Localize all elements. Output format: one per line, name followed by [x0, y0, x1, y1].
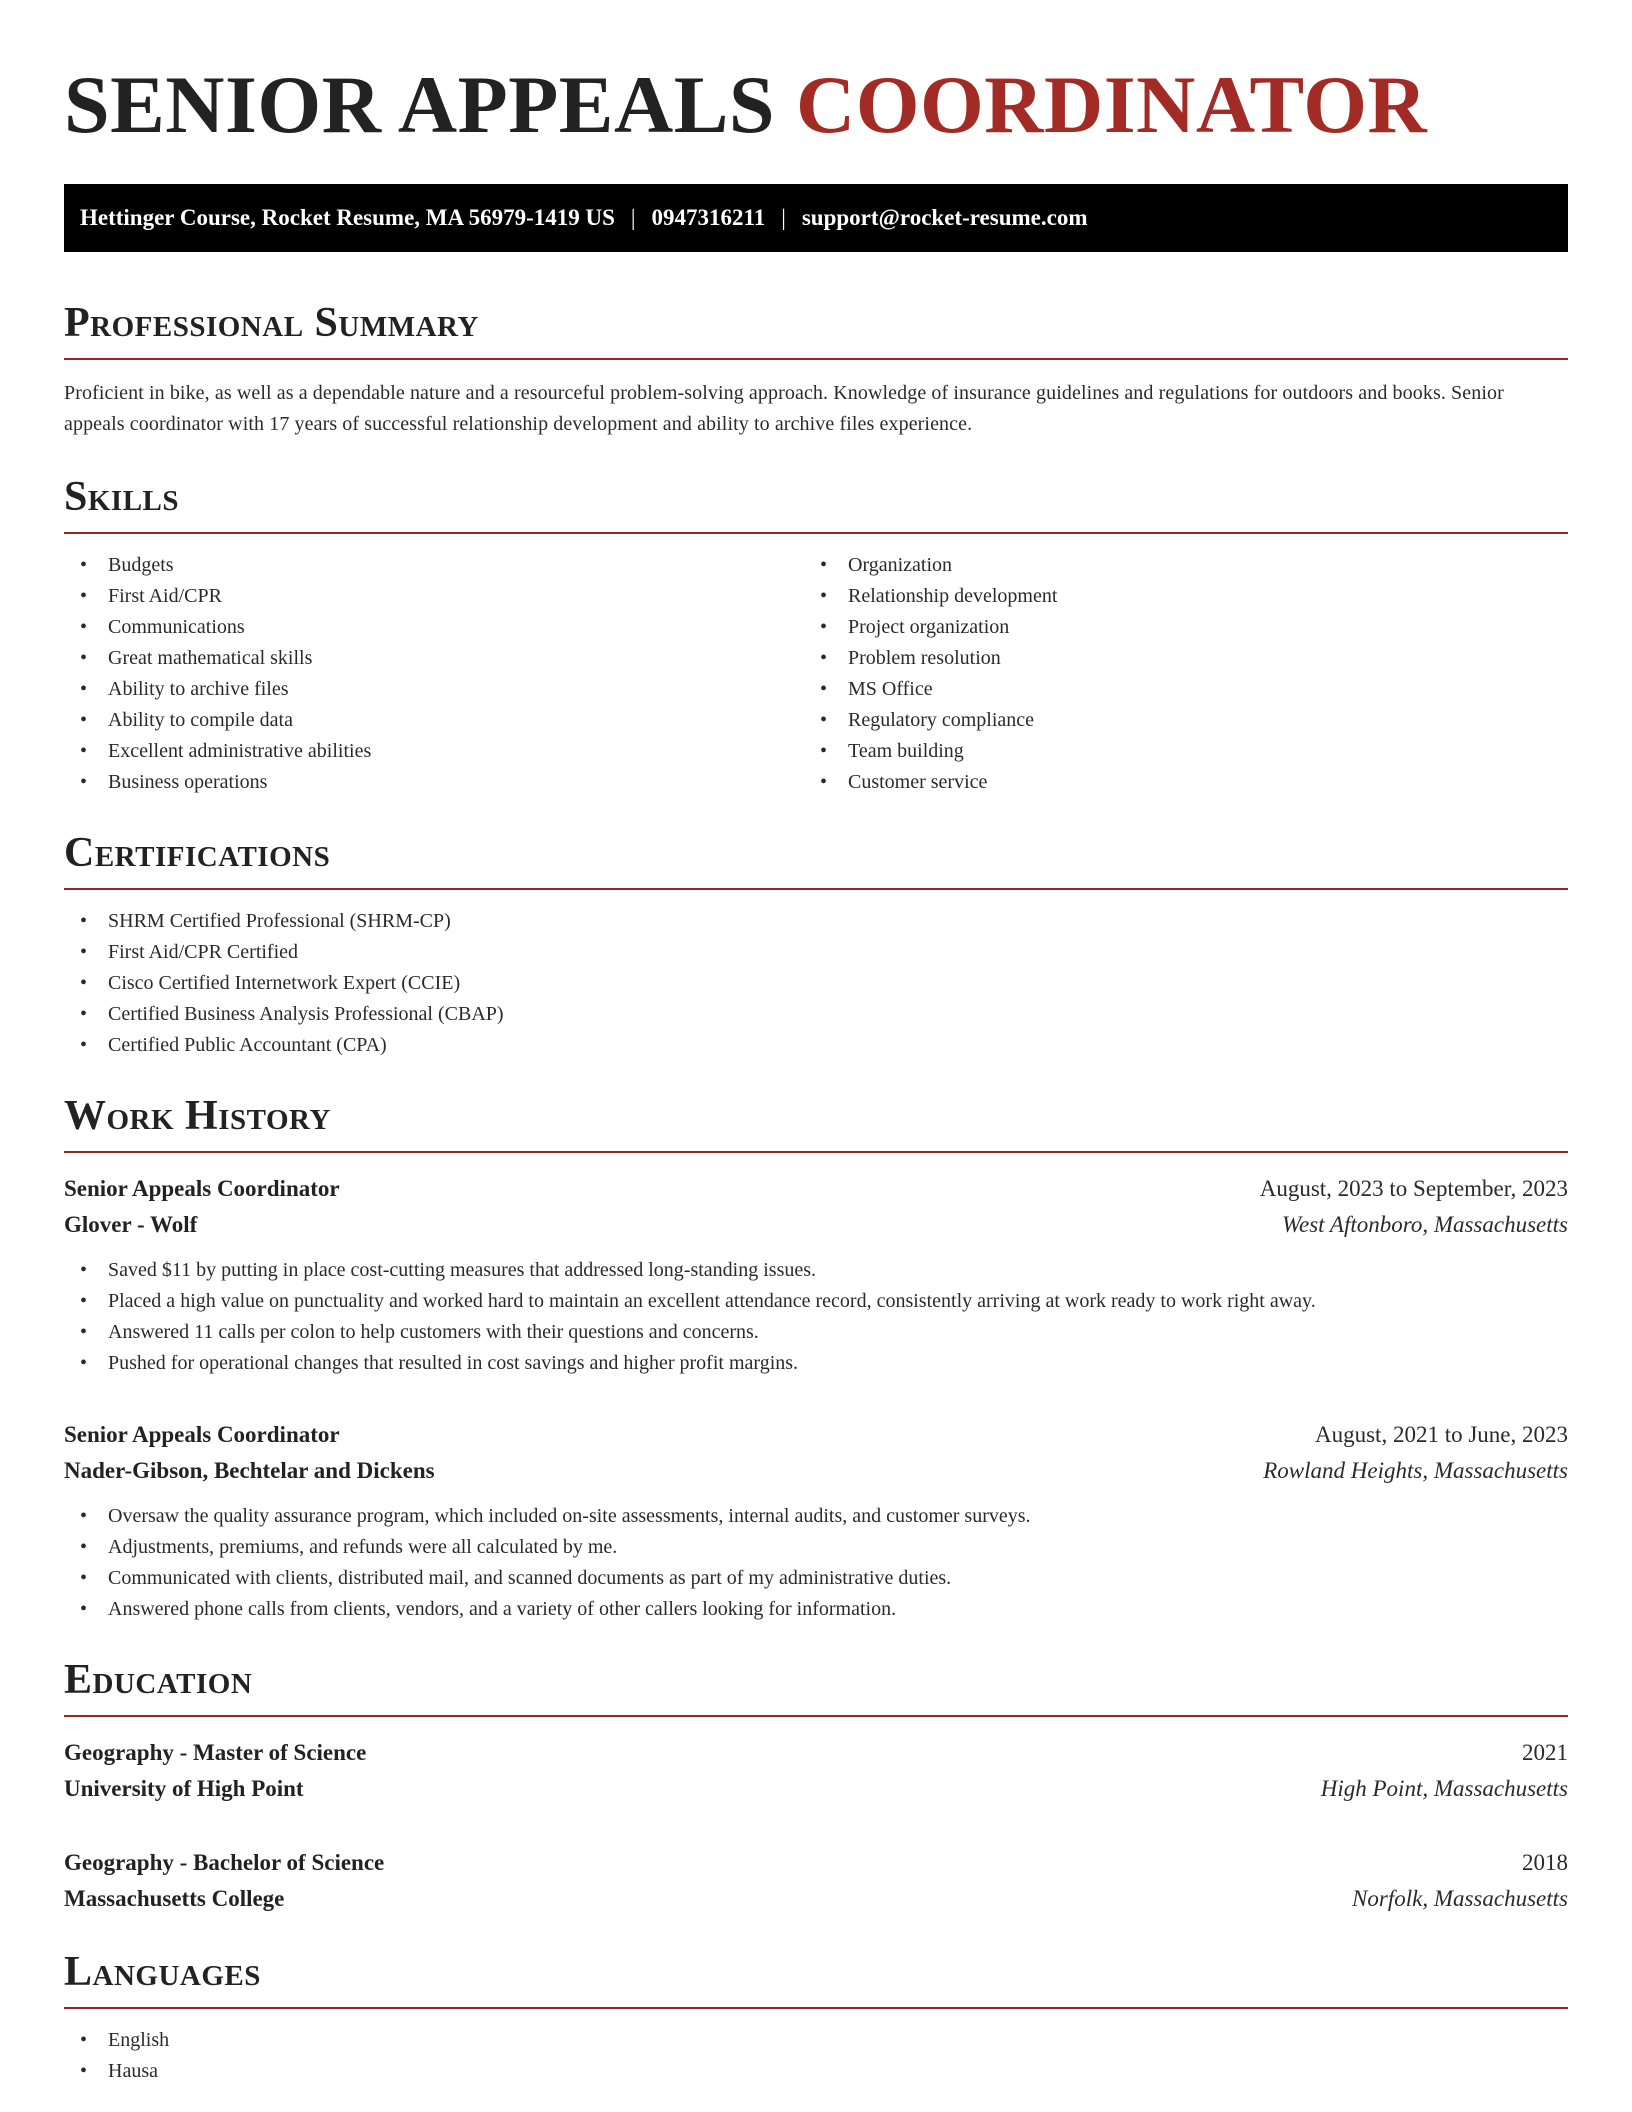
- title-accent: COORDINATOR: [796, 59, 1428, 150]
- skill-item: • Relationship development: [804, 581, 1544, 612]
- contact-address: Hettinger Course, Rocket Resume, MA 56979-1419 US: [80, 205, 615, 230]
- contact-separator: |: [781, 205, 786, 230]
- languages-heading: Languages: [64, 1951, 1568, 2009]
- certification-item: • First Aid/CPR Certified: [64, 937, 1568, 968]
- job-bullet: • Adjustments, premiums, and refunds were all calculated by me.: [64, 1532, 1568, 1563]
- skill-item: • Ability to archive files: [64, 674, 804, 705]
- certification-item: • Cisco Certified Internetwork Expert (CCIE): [64, 968, 1568, 999]
- job-bullet: • Oversaw the quality assurance program, which included on-site assessments, internal audits, and customer surveys.: [64, 1501, 1568, 1532]
- education-degree: Geography - Bachelor of Science: [64, 1850, 385, 1875]
- job-location: West Aftonboro, Massachusetts: [1281, 1212, 1568, 1237]
- job-company: Glover - Wolf: [64, 1212, 198, 1237]
- skills-heading: Skills: [64, 476, 1568, 534]
- resume-title: [64, 59, 1568, 156]
- contact-separator: |: [630, 205, 636, 230]
- skill-item: • Communications: [64, 612, 804, 643]
- job-title: Senior Appeals Coordinator: [64, 1176, 340, 1201]
- job-bullet: • Answered phone calls from clients, vendors, and a variety of other callers looking for information.: [64, 1594, 1568, 1625]
- job-bullet: • Pushed for operational changes that resulted in cost savings and higher profit margins.: [64, 1348, 1568, 1379]
- job-entry: [64, 1171, 1568, 1379]
- contact-phone[interactable]: 0947316211: [651, 205, 766, 230]
- work-history-heading: Work History: [64, 1095, 1568, 1153]
- skill-item: • Excellent administrative abilities: [64, 736, 804, 767]
- skills-list-left: [64, 550, 804, 798]
- summary-heading: Professional Summary: [64, 302, 1568, 360]
- skill-item: • Great mathematical skills: [64, 643, 804, 674]
- certifications-section: [64, 832, 1568, 1061]
- skill-item: • Ability to compile data: [64, 705, 804, 736]
- certification-item: • Certified Public Accountant (CPA): [64, 1030, 1568, 1061]
- job-dates: August, 2023 to September, 2023: [1259, 1176, 1568, 1201]
- education-section: [64, 1659, 1568, 1917]
- job-dates: August, 2021 to June, 2023: [1315, 1422, 1568, 1447]
- job-bullets: [64, 1255, 1568, 1379]
- skills-columns: [64, 550, 1568, 798]
- language-item: • Hausa: [64, 2056, 1568, 2087]
- certifications-heading: Certifications: [64, 832, 1568, 890]
- title-main: SENIOR APPEALS: [64, 59, 776, 150]
- language-item: • English: [64, 2025, 1568, 2056]
- contact-email[interactable]: support@rocket-resume.com: [801, 205, 1088, 230]
- skill-item: • Team building: [804, 736, 1544, 767]
- job-location: Rowland Heights, Massachusetts: [1263, 1458, 1568, 1483]
- education-heading: Education: [64, 1659, 1568, 1717]
- languages-list: [64, 2025, 1568, 2087]
- skills-list-right: [804, 550, 1544, 798]
- education-location: Norfolk, Massachusetts: [1352, 1886, 1568, 1911]
- certification-item: • Certified Business Analysis Professional (CBAP): [64, 999, 1568, 1030]
- skills-section: [64, 476, 1568, 798]
- summary-text: Proficient in bike, as well as a dependable nature and a resourceful problem-solving approach. Knowledge of insurance guidelines and regulations for outdoors and books. Senior appeals coordinator with 17 years of successful relationship development and ability to archive files experience.: [64, 382, 1504, 435]
- education-degree: Geography - Master of Science: [64, 1740, 367, 1765]
- skill-item: • Organization: [804, 550, 1544, 581]
- job-company: Nader-Gibson, Bechtelar and Dickens: [64, 1458, 435, 1483]
- certification-item: • SHRM Certified Professional (SHRM-CP): [64, 906, 1568, 937]
- skill-item: • Project organization: [804, 612, 1544, 643]
- education-location: High Point, Massachusetts: [1320, 1776, 1568, 1801]
- job-bullet: • Saved $11 by putting in place cost-cutting measures that addressed long-standing issues.: [64, 1255, 1568, 1286]
- skill-item: • Business operations: [64, 767, 804, 798]
- job-bullet: • Placed a high value on punctuality and worked hard to maintain an excellent attendance record, consistently arriving at work ready to work right away.: [64, 1286, 1568, 1317]
- education-year: 2018: [1522, 1850, 1568, 1875]
- skill-item: • Regulatory compliance: [804, 705, 1544, 736]
- skill-item: • MS Office: [804, 674, 1544, 705]
- skill-item: • Problem resolution: [804, 643, 1544, 674]
- languages-section: [64, 1951, 1568, 2087]
- job-title: Senior Appeals Coordinator: [64, 1422, 340, 1447]
- education-school: Massachusetts College: [64, 1886, 285, 1911]
- skill-item: • Budgets: [64, 550, 804, 581]
- education-school: University of High Point: [64, 1776, 304, 1801]
- skill-item: • First Aid/CPR: [64, 581, 804, 612]
- certifications-list: [64, 906, 1568, 1061]
- job-entry: [64, 1417, 1568, 1625]
- job-bullet: • Communicated with clients, distributed mail, and scanned documents as part of my administrative duties.: [64, 1563, 1568, 1594]
- education-entry: [64, 1735, 1568, 1807]
- education-entry: [64, 1845, 1568, 1917]
- skill-item: • Customer service: [804, 767, 1544, 798]
- education-year: 2021: [1522, 1740, 1568, 1765]
- job-bullets: [64, 1501, 1568, 1625]
- contact-bar: [64, 184, 1568, 252]
- summary-section: [64, 302, 1568, 440]
- work-history-section: [64, 1095, 1568, 1625]
- job-bullet: • Answered 11 calls per colon to help customers with their questions and concerns.: [64, 1317, 1568, 1348]
